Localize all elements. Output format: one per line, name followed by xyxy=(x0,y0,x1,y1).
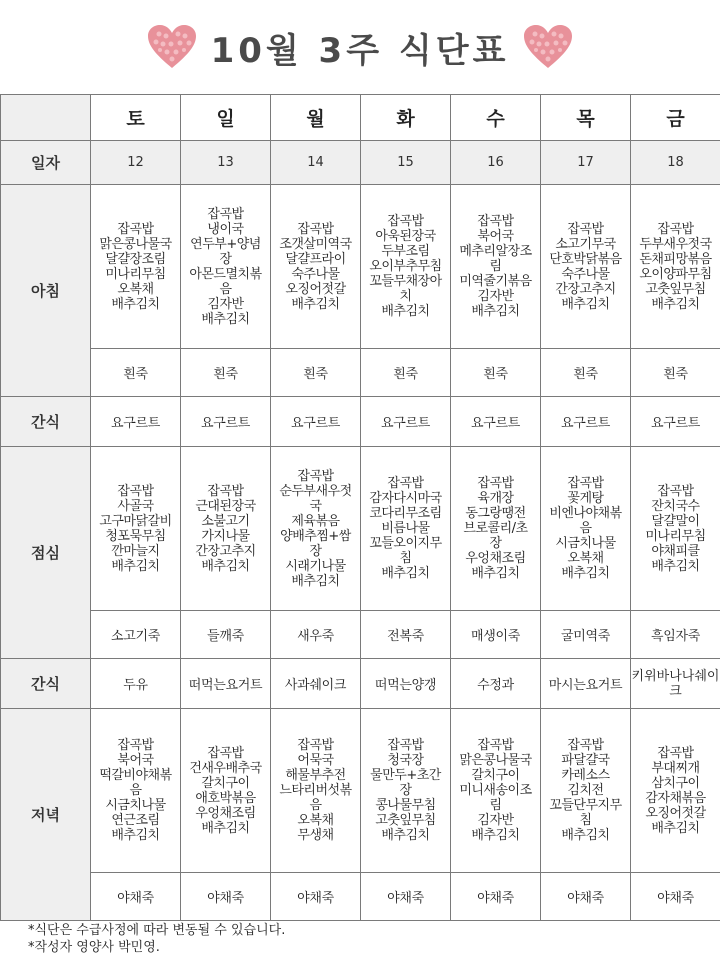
row-label-breakfast: 아침 xyxy=(1,185,91,397)
menu-item: 배추김치 xyxy=(471,828,520,843)
menu-item: 두부조림 xyxy=(381,244,430,259)
menu-item: 김치전 xyxy=(567,783,604,798)
menu-item: 음 xyxy=(309,798,322,813)
menu-item: 배추김치 xyxy=(111,296,160,312)
menu-item: 애호박볶음 xyxy=(195,790,256,806)
menu-item: 잡곡밥 xyxy=(117,221,154,237)
menu-item: 꼬들단무지무 xyxy=(549,798,622,813)
menu-item: 시래기나물 xyxy=(285,558,346,574)
menu-item: 잡곡밥 xyxy=(387,476,424,491)
snack-cell: 요구르트 xyxy=(181,397,271,447)
porridge-cell: 흰죽 xyxy=(181,349,271,397)
menu-item: 가지나물 xyxy=(201,528,250,544)
day-header: 화 xyxy=(361,95,451,141)
day-header: 목 xyxy=(541,95,631,141)
day-header-row xyxy=(1,95,720,141)
snack2-row xyxy=(1,659,720,709)
porridge-cell: 야채죽 xyxy=(271,873,361,921)
lunch-row xyxy=(1,447,720,611)
menu-item: 단호박닭볶음 xyxy=(549,251,622,267)
lunch-menu xyxy=(91,447,181,611)
dinner-menu xyxy=(541,709,631,873)
menu-item: 미나리무침 xyxy=(645,528,706,544)
date-cell: 14 xyxy=(271,141,361,185)
snack-cell: 요구르트 xyxy=(451,397,541,447)
menu-item: 건새우배추국 xyxy=(189,760,262,776)
menu-item: 림 xyxy=(489,259,502,274)
menu-item: 소불고기 xyxy=(201,513,250,529)
menu-item: 배추김치 xyxy=(201,311,250,327)
porridge-cell: 들깨죽 xyxy=(181,611,271,659)
menu-item: 국 xyxy=(309,498,322,514)
porridge-cell: 매생이죽 xyxy=(451,611,541,659)
menu-item: 깐마늘지 xyxy=(111,543,160,559)
menu-item: 어묵국 xyxy=(297,753,334,768)
porridge-cell: 흰죽 xyxy=(541,349,631,397)
porridge-cell: 흰죽 xyxy=(271,349,361,397)
menu-item: 오이양파무침 xyxy=(639,266,712,282)
menu-item: 브로콜리/초 xyxy=(463,521,528,536)
menu-item: 아몬드멸치볶 xyxy=(189,266,262,282)
menu-item: 북어국 xyxy=(477,229,514,244)
row-label-lunch: 점심 xyxy=(1,447,91,659)
menu-item: 침 xyxy=(579,813,592,828)
menu-item: 잡곡밥 xyxy=(477,738,514,753)
snack-cell: 키위바나나쉐이크 xyxy=(631,659,720,709)
menu-item: 배추김치 xyxy=(111,828,160,843)
breakfast-menu xyxy=(631,185,720,349)
menu-item: 치 xyxy=(399,289,412,304)
menu-item: 오징어젓갈 xyxy=(285,281,346,297)
menu-item: 갈치구이 xyxy=(201,775,250,791)
menu-item: 잡곡밥 xyxy=(657,745,694,761)
breakfast-menu xyxy=(361,185,451,349)
date-cell: 17 xyxy=(541,141,631,185)
menu-item: 조갯살미역국 xyxy=(279,236,352,252)
snack-cell: 요구르트 xyxy=(541,397,631,447)
day-header: 수 xyxy=(451,95,541,141)
lunch-menu xyxy=(361,447,451,611)
porridge-cell: 흰죽 xyxy=(451,349,541,397)
breakfast-row xyxy=(1,185,720,349)
menu-item: 숙주나물 xyxy=(561,266,610,282)
porridge-cell: 굴미역죽 xyxy=(541,611,631,659)
menu-item: 잡곡밥 xyxy=(297,738,334,753)
menu-item: 잡곡밥 xyxy=(387,214,424,229)
porridge-cell: 흰죽 xyxy=(631,349,720,397)
menu-item: 잡곡밥 xyxy=(297,221,334,237)
menu-item: 잡곡밥 xyxy=(117,738,154,753)
corner-cell xyxy=(1,95,91,141)
menu-item: 잡곡밥 xyxy=(207,745,244,761)
menu-item: 떡갈비야채볶 xyxy=(99,768,172,783)
menu-item: 물만두+초간 xyxy=(370,768,441,783)
menu-item: 돈채피망볶음 xyxy=(639,251,712,267)
snack-cell: 요구르트 xyxy=(361,397,451,447)
row-label-date: 일자 xyxy=(1,141,91,185)
menu-item: 달걀말이 xyxy=(651,513,700,529)
porridge-cell: 흰죽 xyxy=(361,349,451,397)
lunch-menu xyxy=(631,447,720,611)
snack1-row xyxy=(1,397,720,447)
date-cell: 18 xyxy=(631,141,720,185)
footnote: *작성자 영양사 박민영. xyxy=(28,940,160,955)
menu-item: 잡곡밥 xyxy=(387,738,424,753)
menu-item: 냉이국 xyxy=(207,221,244,237)
menu-item: 양배추찜+쌈 xyxy=(280,528,351,544)
menu-item: 배추김치 xyxy=(651,820,700,836)
heart-icon xyxy=(523,24,573,70)
menu-item: 잡곡밥 xyxy=(117,483,154,499)
snack-cell: 떠먹는요거트 xyxy=(181,659,271,709)
date-cell: 15 xyxy=(361,141,451,185)
row-label-snack: 간식 xyxy=(1,397,91,447)
date-row xyxy=(1,141,720,185)
menu-item: 잡곡밥 xyxy=(567,738,604,753)
menu-item: 달걀장조림 xyxy=(105,251,166,267)
menu-item: 갈치구이 xyxy=(471,768,520,783)
lunch-menu xyxy=(181,447,271,611)
dinner-menu xyxy=(181,709,271,873)
menu-item: 우엉채조림 xyxy=(465,551,526,566)
menu-item: 오복채 xyxy=(117,281,154,297)
menu-item: 침 xyxy=(399,551,412,566)
menu-item: 고구마닭갈비 xyxy=(99,513,172,529)
menu-item: 장 xyxy=(489,536,502,551)
menu-item: 오이부추무침 xyxy=(369,259,442,274)
menu-item: 비름나물 xyxy=(381,521,430,536)
porridge-cell: 새우죽 xyxy=(271,611,361,659)
menu-item: 음 xyxy=(129,783,142,798)
menu-item: 느타리버섯볶 xyxy=(279,783,352,798)
menu-item: 간장고추지 xyxy=(555,281,616,297)
menu-item: 카레소스 xyxy=(561,768,610,783)
menu-item: 김자반 xyxy=(477,289,514,304)
porridge-cell: 흑임자죽 xyxy=(631,611,720,659)
row-label-dinner: 저녁 xyxy=(1,709,91,921)
menu-item: 장 xyxy=(399,783,412,798)
menu-item: 배추김치 xyxy=(381,566,430,581)
menu-item: 간장고추지 xyxy=(195,543,256,559)
porridge-cell: 소고기죽 xyxy=(91,611,181,659)
menu-item: 두부새우젓국 xyxy=(639,236,712,252)
menu-item: 비엔나야채볶 xyxy=(549,506,622,521)
meal-plan-table xyxy=(0,94,720,921)
menu-item: 코다리무조림 xyxy=(369,506,442,521)
menu-item: 잡곡밥 xyxy=(297,468,334,484)
porridge-cell: 야채죽 xyxy=(181,873,271,921)
menu-item: 배추김치 xyxy=(471,566,520,581)
porridge-cell: 야채죽 xyxy=(91,873,181,921)
menu-item: 김자반 xyxy=(477,813,514,828)
menu-item: 꼬들무채장아 xyxy=(369,274,442,289)
menu-item: 우엉채조림 xyxy=(195,805,256,821)
page-title: 10월 3주 식단표 xyxy=(210,30,510,71)
day-header: 월 xyxy=(271,95,361,141)
day-header: 토 xyxy=(91,95,181,141)
title-bar xyxy=(0,0,720,94)
lunch-menu xyxy=(451,447,541,611)
menu-item: 꽃게탕 xyxy=(567,491,604,506)
menu-item: 음 xyxy=(219,281,232,297)
dinner-menu xyxy=(451,709,541,873)
menu-item: 순두부새우젓 xyxy=(279,483,352,499)
menu-item: 고춧잎무침 xyxy=(375,813,436,828)
breakfast-menu xyxy=(181,185,271,349)
dinner-porridge-row xyxy=(1,873,720,921)
menu-item: 오복채 xyxy=(567,551,604,566)
menu-item: 북어국 xyxy=(117,753,154,768)
menu-item: 배추김치 xyxy=(471,304,520,319)
menu-item: 야채피클 xyxy=(651,543,700,559)
menu-item: 시금치나물 xyxy=(555,536,616,551)
menu-item: 배추김치 xyxy=(561,296,610,312)
menu-item: 삼치구이 xyxy=(651,775,700,791)
date-cell: 16 xyxy=(451,141,541,185)
dinner-row xyxy=(1,709,720,873)
breakfast-porridge-row xyxy=(1,349,720,397)
menu-item: 림 xyxy=(489,798,502,813)
footnote: *식단은 수급사정에 따라 변동될 수 있습니다. xyxy=(28,923,286,938)
menu-item: 잡곡밥 xyxy=(657,483,694,499)
menu-item: 잡곡밥 xyxy=(567,221,604,237)
snack-cell: 사과쉐이크 xyxy=(271,659,361,709)
snack-cell: 요구르트 xyxy=(271,397,361,447)
menu-item: 잡곡밥 xyxy=(207,206,244,222)
menu-item: 감자채볶음 xyxy=(645,790,706,806)
menu-item: 배추김치 xyxy=(561,828,610,843)
lunch-menu xyxy=(541,447,631,611)
menu-item: 배추김치 xyxy=(651,558,700,574)
dinner-menu xyxy=(631,709,720,873)
menu-item: 장 xyxy=(219,251,232,267)
menu-item: 사골국 xyxy=(117,498,154,514)
menu-item: 소고기무국 xyxy=(555,236,616,252)
day-header: 일 xyxy=(181,95,271,141)
row-label-snack: 간식 xyxy=(1,659,91,709)
menu-item: 음 xyxy=(579,521,592,536)
menu-item: 잡곡밥 xyxy=(567,476,604,491)
menu-item: 김자반 xyxy=(207,296,244,312)
snack-cell: 요구르트 xyxy=(631,397,720,447)
porridge-cell: 야채죽 xyxy=(631,873,720,921)
porridge-cell: 흰죽 xyxy=(91,349,181,397)
menu-item: 오징어젓갈 xyxy=(645,805,706,821)
menu-item: 고춧잎무침 xyxy=(645,281,706,297)
menu-item: 청포묵무침 xyxy=(105,528,166,544)
menu-item: 감자다시마국 xyxy=(369,491,442,506)
heart-icon xyxy=(147,24,197,70)
lunch-porridge-row xyxy=(1,611,720,659)
menu-item: 배추김치 xyxy=(381,828,430,843)
menu-item: 오복채 xyxy=(297,813,334,828)
menu-item: 배추김치 xyxy=(291,296,340,312)
menu-item: 꼬들오이지무 xyxy=(369,536,442,551)
menu-item: 잡곡밥 xyxy=(477,214,514,229)
menu-item: 미역줄기볶음 xyxy=(459,274,532,289)
menu-item: 시금치나물 xyxy=(105,798,166,813)
menu-item: 잡곡밥 xyxy=(477,476,514,491)
menu-item: 무생채 xyxy=(297,828,334,843)
dinner-menu xyxy=(361,709,451,873)
day-header: 금 xyxy=(631,95,720,141)
snack-cell: 요구르트 xyxy=(91,397,181,447)
menu-item: 미나리무침 xyxy=(105,266,166,282)
menu-item: 달걀프라이 xyxy=(285,251,346,267)
menu-item: 동그랑땡전 xyxy=(465,506,526,521)
menu-item: 아욱된장국 xyxy=(375,229,436,244)
menu-item: 맑은콩나물국 xyxy=(99,236,172,252)
menu-item: 배추김치 xyxy=(291,573,340,589)
porridge-cell: 야채죽 xyxy=(451,873,541,921)
menu-item: 미니새송이조 xyxy=(459,783,532,798)
menu-item: 맑은콩나물국 xyxy=(459,753,532,768)
breakfast-menu xyxy=(541,185,631,349)
menu-item: 청국장 xyxy=(387,753,424,768)
porridge-cell: 야채죽 xyxy=(541,873,631,921)
breakfast-menu xyxy=(451,185,541,349)
menu-item: 해물부추전 xyxy=(285,768,346,783)
porridge-cell: 전복죽 xyxy=(361,611,451,659)
menu-item: 제육볶음 xyxy=(291,513,340,529)
menu-item: 근대된장국 xyxy=(195,498,256,514)
menu-item: 부대찌개 xyxy=(651,760,700,776)
menu-item: 숙주나물 xyxy=(291,266,340,282)
menu-item: 배추김치 xyxy=(111,558,160,574)
date-cell: 12 xyxy=(91,141,181,185)
porridge-cell: 야채죽 xyxy=(361,873,451,921)
menu-item: 잡곡밥 xyxy=(207,483,244,499)
breakfast-menu xyxy=(271,185,361,349)
snack-cell: 수정과 xyxy=(451,659,541,709)
lunch-menu xyxy=(271,447,361,611)
menu-item: 배추김치 xyxy=(561,566,610,581)
menu-item: 연두부+양념 xyxy=(190,236,261,252)
menu-item: 파달걀국 xyxy=(561,753,610,768)
menu-item: 메추리알장조 xyxy=(459,244,532,259)
footnotes xyxy=(28,922,285,956)
menu-item: 배추김치 xyxy=(201,558,250,574)
menu-item: 잔치국수 xyxy=(651,498,700,514)
menu-item: 연근조림 xyxy=(111,813,160,828)
snack-cell: 떠먹는양갱 xyxy=(361,659,451,709)
menu-item: 육개장 xyxy=(477,491,514,506)
dinner-menu xyxy=(271,709,361,873)
menu-item: 배추김치 xyxy=(201,820,250,836)
date-cell: 13 xyxy=(181,141,271,185)
menu-item: 배추김치 xyxy=(381,304,430,319)
menu-item: 배추김치 xyxy=(651,296,700,312)
menu-item: 잡곡밥 xyxy=(657,221,694,237)
dinner-menu xyxy=(91,709,181,873)
snack-cell: 마시는요거트 xyxy=(541,659,631,709)
menu-item: 장 xyxy=(309,543,322,559)
breakfast-menu xyxy=(91,185,181,349)
snack-cell: 두유 xyxy=(91,659,181,709)
menu-item: 콩나물무침 xyxy=(375,798,436,813)
